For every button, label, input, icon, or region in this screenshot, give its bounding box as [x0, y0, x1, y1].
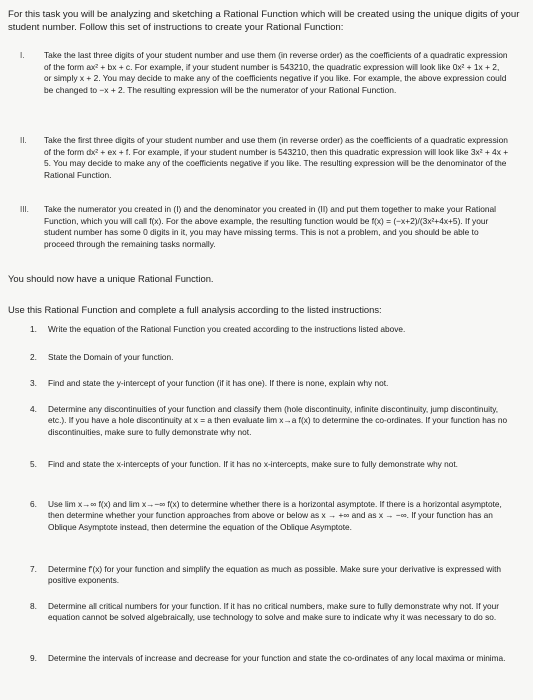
task-text: Find and state the x-intercepts of your function. If it has no x-intercepts, make sure to fully demonstrate why not.: [48, 459, 458, 469]
intro-paragraph: For this task you will be analyzing and sketching a Rational Function which will be created using the unique digits of your student number. Follow this set of instructions to create your Rational Function:: [8, 9, 520, 33]
task-number: 5.: [30, 459, 37, 469]
task-text: Determine any discontinuities of your function and classify them (hole discontinuity, infinite discontinuity, jump discontinuity, etc.). If you have a hole discontinuity at x = a then evaluate lim x→a f(x) to determine the co-ordinates. If your function has no discontinuities, make sure to fully demonstrate why not.: [48, 404, 508, 437]
task-number: 8.: [30, 601, 37, 611]
task-number: 7.: [30, 564, 37, 574]
roman-item-2: [20, 135, 520, 195]
task-number: 2.: [30, 352, 37, 362]
task-text: Find and state the y-intercept of your function (if it has one). If there is none, explain why not.: [48, 378, 389, 388]
task-number: 1.: [30, 324, 37, 334]
task-text: State the Domain of your function.: [48, 352, 174, 362]
task-text: Determine the intervals of increase and decrease for your function and state the co-ordinates of any local maxima or minima.: [48, 653, 506, 663]
instructions-lead: Use this Rational Function and complete a full analysis according to the listed instructions:: [8, 304, 382, 315]
task-number: 3.: [30, 378, 37, 388]
roman-number: II.: [20, 136, 27, 145]
roman-item-3: [20, 204, 520, 264]
roman-text: Take the numerator you created in (I) and the denominator you created in (II) and put them together to make your Rational Function, which you will call f(x). For the above example, the resulting function would be f(x) = (−x+2)/(3x²+4x+5). If your student number has some 0 digits in it, you may have missing terms. This is not a problem, and you should be able to proceed through the remaining tasks normally.: [44, 204, 497, 249]
roman-text: Take the first three digits of your student number and use them (in reverse order) as the coefficients of a quadratic expression of the form dx² + ex + f. For example, if your student number is 543210, then this quadratic expression will look like 3x² + 4x + 5. You may decide to make any of the coefficients negative if you like. The resulting expression will be the denominator of the Rational Function.: [44, 135, 509, 180]
unique-function-note: You should now have a unique Rational Function.: [8, 273, 214, 284]
task-number: 9.: [30, 653, 37, 663]
roman-text: Take the last three digits of your student number and use them (in reverse order) as the coefficients of a quadratic expression of the form ax² + bx + c. For example, if your student number is 543210, the quadratic expression will look like 0x² + 1x + 2, or simply x + 2. You may decide to make any of the coefficients negative if you like. For example, the above expression could be changed to −x + 2. The resulting expression will be the numerator of your Rational Function.: [44, 50, 508, 95]
task-number: 6.: [30, 499, 37, 509]
task-text: Write the equation of the Rational Function you created according to the instructions listed above.: [48, 324, 406, 334]
roman-item-1: [20, 50, 520, 122]
task-text: Determine f′(x) for your function and simplify the equation as much as possible. Make sure your derivative is expressed with positive exponents.: [48, 564, 502, 586]
task-text: Determine all critical numbers for your function. If it has no critical numbers, make sure to fully demonstrate why not. If your equation cannot be solved algebraically, use technology to solve and make sure to indicate why it was necessary to do so.: [48, 601, 499, 623]
roman-number: III.: [20, 205, 29, 214]
task-text: Use lim x→∞ f(x) and lim x→−∞ f(x) to determine whether there is a horizontal asymptote. If there is a horizontal asymptote, then determine whether your function approaches from above or below as x → +∞ and as x → −∞. If your function has an Oblique Asymptote instead, then determine the equation of the Oblique Asymptote.: [48, 499, 502, 532]
roman-number: I.: [20, 51, 25, 60]
task-number: 4.: [30, 404, 37, 414]
